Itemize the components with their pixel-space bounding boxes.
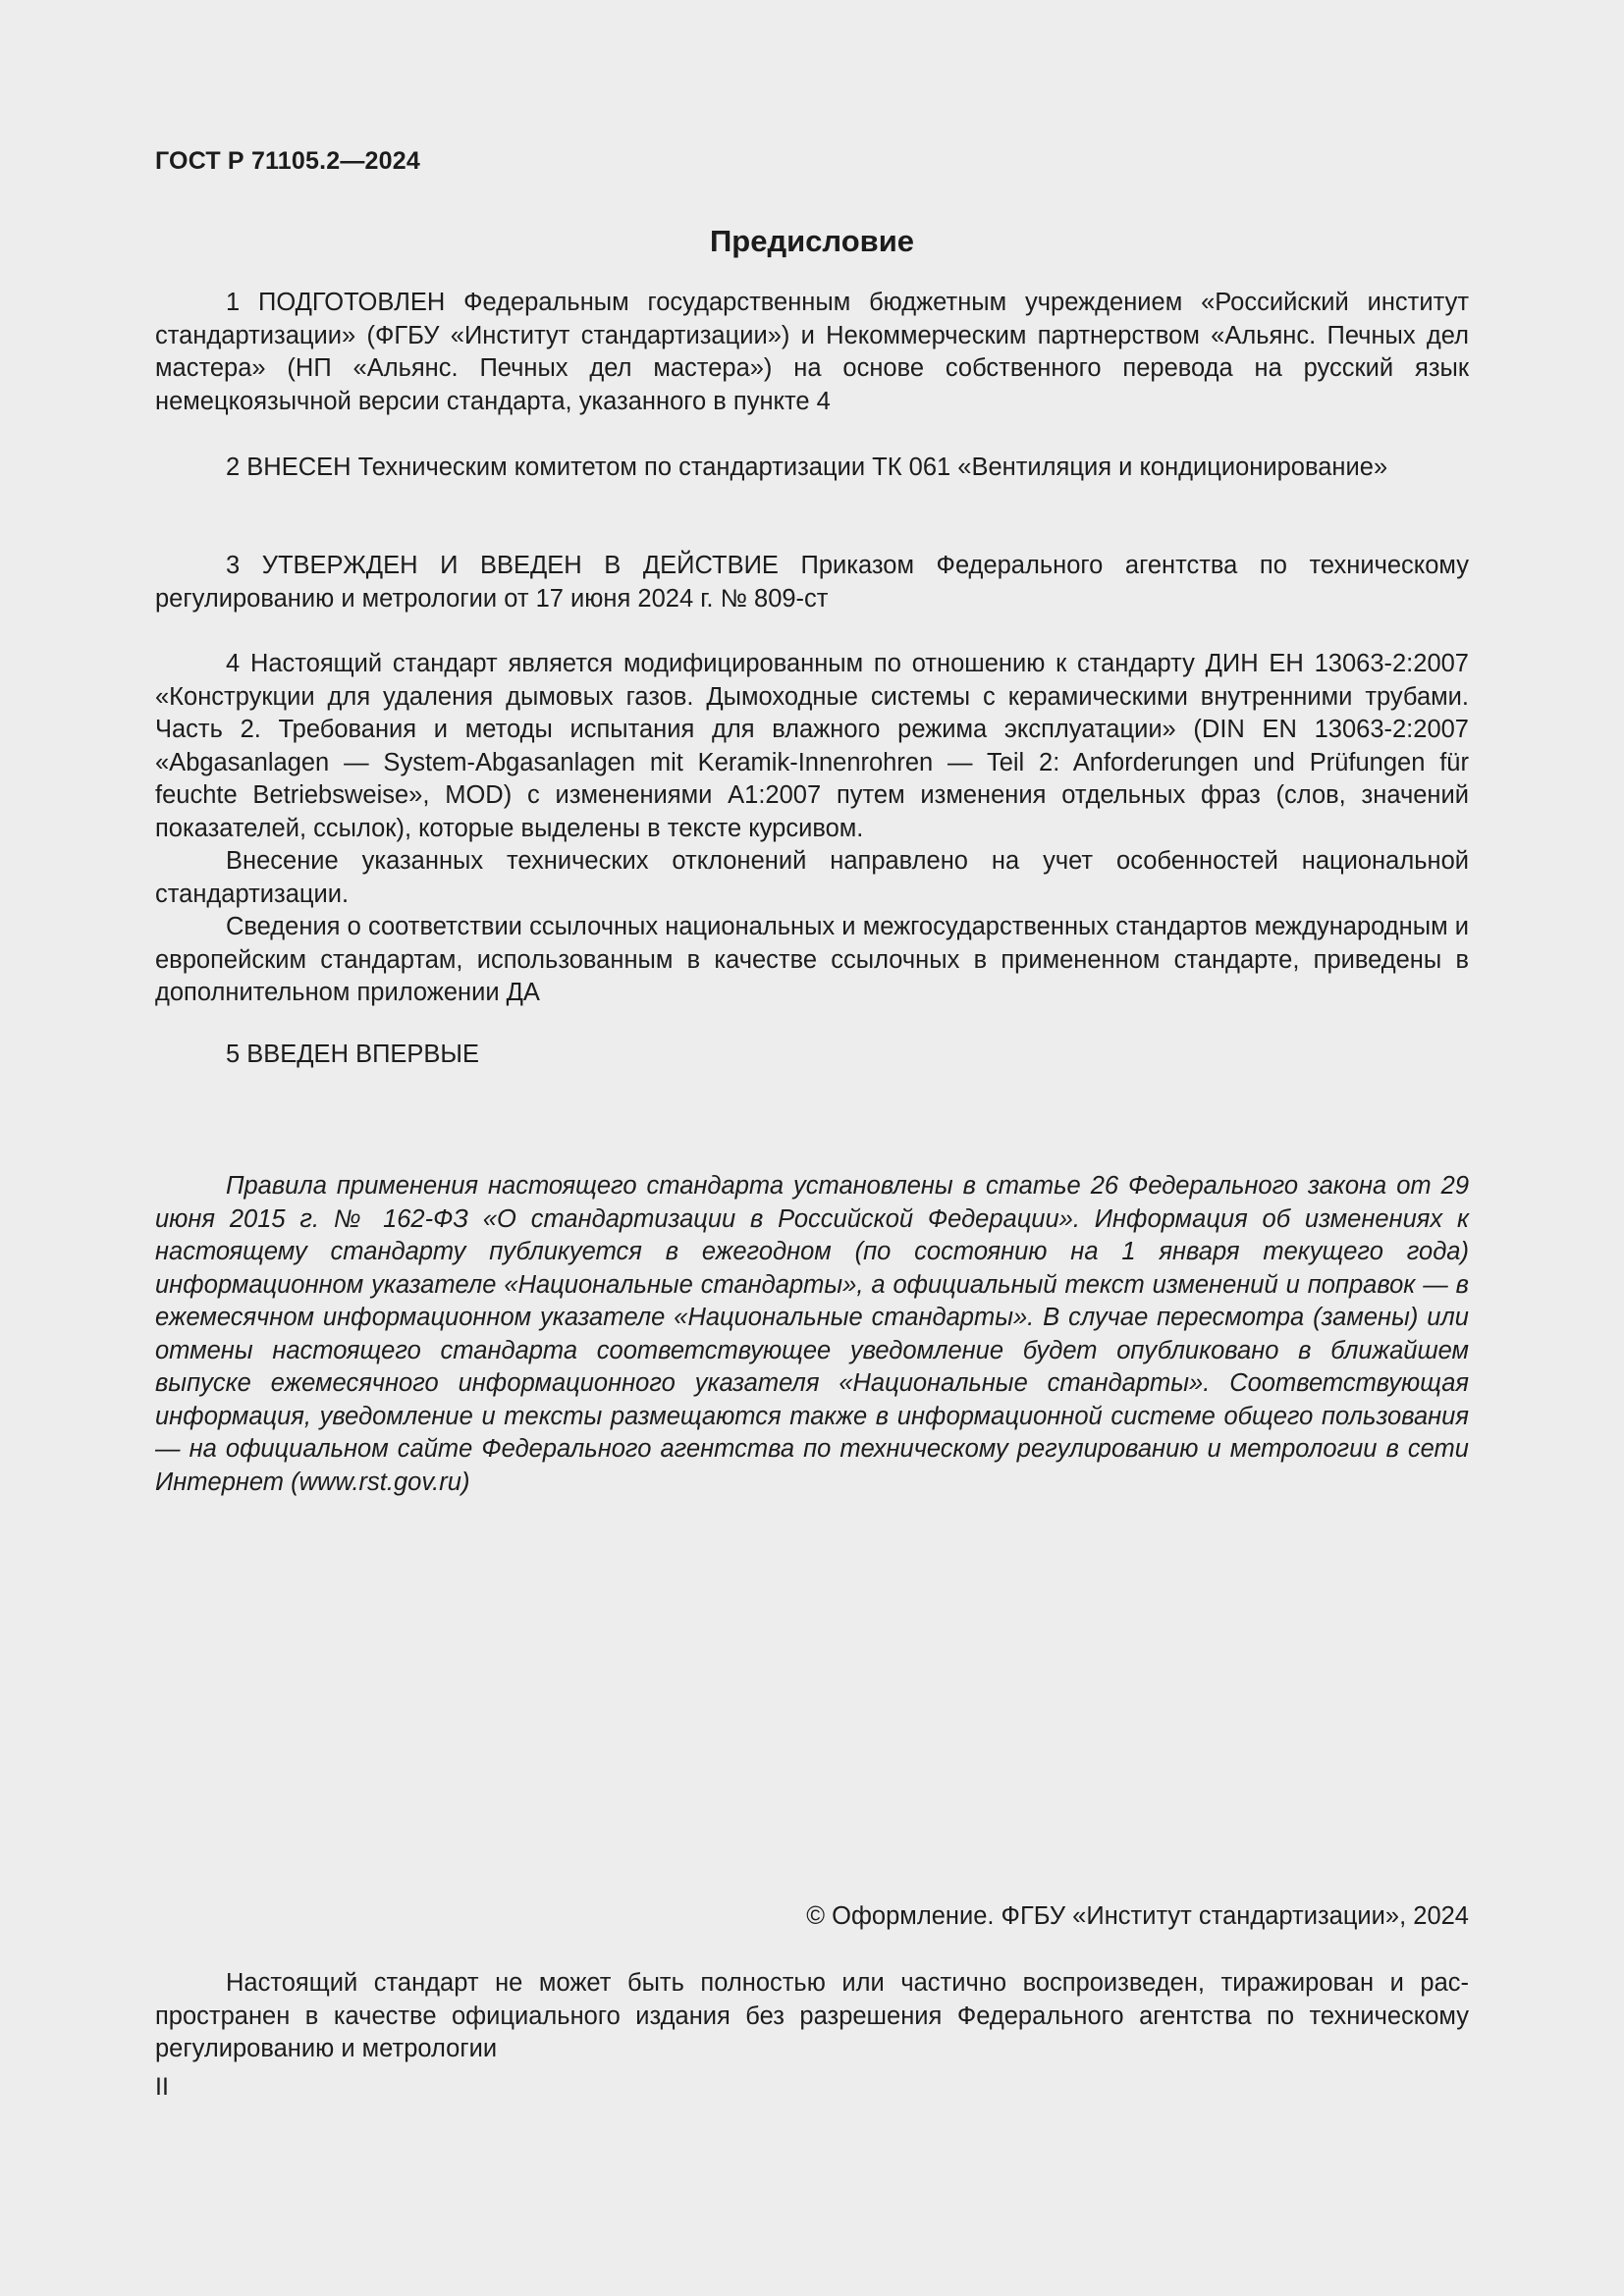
page-number: II bbox=[155, 2073, 169, 2101]
item-4-paragraph-2: Внесение указанных технических отклонений направлено на учет особенностей национальной стандартизации. bbox=[155, 847, 1469, 908]
reproduction-notice-block bbox=[155, 1967, 1469, 2066]
document-code: ГОСТ Р 71105.2—2024 bbox=[155, 147, 420, 175]
item-4-paragraph-1: 4 Настоящий стандарт является модифицированным по отношению к стандарту ДИН ЕН 13063-2:2007 «Конструкции для удаления дымовых газов. Дымоходные системы с керамическими внутренними трубами. Часть 2. Требования и методы испытания для влажного режима эксплуатации» (DIN EN 13063-2:2007 «Abgasanlagen — System-Abgasanlagen mit Keramik-Innenrohren — Teil 2: Anforderungen und Prüfungen für feuchte Betriebsweise», MOD) с изменениями А1:2007 путем изменения отдельных фраз (слов, значений показателей, ссылок), которые выделены в тексте курсивом. bbox=[155, 650, 1469, 842]
item-1-block bbox=[155, 287, 1469, 418]
item-2-text: 2 ВНЕСЕН Техническим комитетом по стандартизации ТК 061 «Вентиляция и кондиционирование» bbox=[226, 454, 1388, 481]
item-5-text: 5 ВВЕДЕН ВПЕРВЫЕ bbox=[226, 1041, 480, 1068]
reproduction-notice-text: Настоящий стандарт не может быть полностью или частично воспроизведен, тиражирован и распространен в качестве официального издания без разрешения Федерального агентства по техническому регулированию и метрологии bbox=[155, 1969, 1469, 2062]
rules-notice-text: Правила применения настоящего стандарта установлены в статье 26 Федерального закона от 29 июня 2015 г. № 162-ФЗ «О стандартизации в Российской Федерации». Информация об изменениях к настоящему стандарту публикуется в ежегодном (по состоянию на 1 января текущего года) информационном указателе «Национальные стандарты», а официальный текст изменений и поправок — в ежемесячном информационном указателе «Национальные стандарты». В случае пересмотра (замены) или отмены настоящего стандарта соответствующее уведомление будет опубликовано в ближайшем выпуске ежемесячного информационного указателя «Национальные стандарты». Соответствующая информация, уведомление и тексты размещаются также в информационной системе общего пользования — на официальном сайте Федерального агентства по техническому регулированию и метрологии в сети Интернет (www.rst.gov.ru) bbox=[155, 1172, 1469, 1496]
copyright-line: © Оформление. ФГБУ «Институт стандартизации», 2024 bbox=[806, 1902, 1469, 1930]
rules-notice-block bbox=[155, 1170, 1469, 1499]
item-3-block bbox=[155, 550, 1469, 615]
page-title: Предисловие bbox=[709, 224, 914, 258]
document-page bbox=[155, 0, 1469, 2296]
item-1-text: 1 ПОДГОТОВЛЕН Федеральным государственным бюджетным учреждением «Российский институт стандартизации» (ФГБУ «Институт стандартизации») и Некоммерческим партнерством «Альянс. Печных дел мастера» (НП «Альянс. Печных дел мастера») на основе собственного перевода на русский язык немецкоязычной версии стандарта, указанного в пункте 4 bbox=[155, 289, 1469, 415]
item-2-block bbox=[155, 452, 1469, 485]
item-4-paragraph-3: Сведения о соответствии ссылочных национальных и межгосударственных стандартов международным и европейским стандартам, использованным в качестве ссылочных в примененном стандарте, приведены в дополнительном приложении ДА bbox=[155, 913, 1469, 1006]
item-5-block bbox=[155, 1039, 1469, 1072]
item-3-text: 3 УТВЕРЖДЕН И ВВЕДЕН В ДЕЙСТВИЕ Приказом Федерального агентства по техническому регулированию и метрологии от 17 июня 2024 г. № 809-ст bbox=[155, 552, 1469, 613]
item-4-block bbox=[155, 648, 1469, 1010]
